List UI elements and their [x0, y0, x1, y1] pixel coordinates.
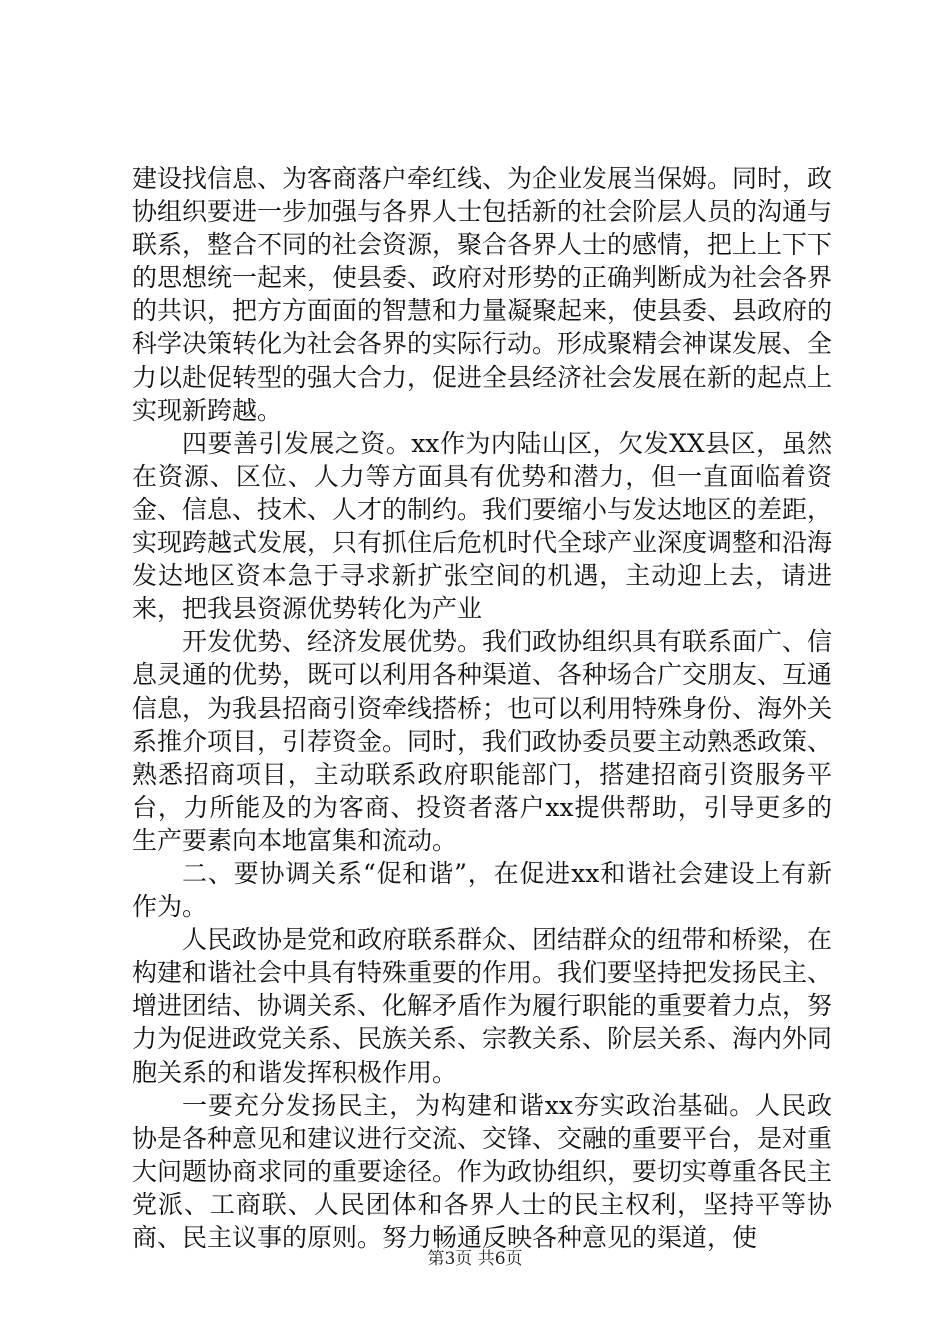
- paragraph-6: 一要充分发扬民主，为构建和谐xx夯实政治基础。人民政协是各种意见和建议进行交流、交锋、交融的重要平台，是对重大问题协商求同的重要途径。作为政协组织，要切实尊重各民主党派、工商联、人民团体和各界人士的民主权利，坚持平等协商、民主议事的原则。努力畅通反映各种意见的渠道，使: [132, 1090, 833, 1252]
- paragraph-5: 人民政协是党和政府联系群众、团结群众的纽带和桥梁，在构建和谐社会中具有特殊重要的作用。我们要坚持把发扬民主、增进团结、协调关系、化解矛盾作为履行职能的重要着力点，努力为促进政党关系、民族关系、宗教关系、阶层关系、海内外同胞关系的和谐发挥积极作用。: [132, 925, 833, 1087]
- section-heading: 二、要协调关系“促和谐”，在促进xx和谐社会建设上有新作为。: [132, 858, 832, 922]
- page-footer: 第3页 共6页: [427, 1249, 523, 1269]
- paragraph-1: 建设找信息、为客商落户牵红线、为企业发展当保姆。同时，政协组织要进一步加强与各界人士包括新的社会阶层人员的沟通与联系，整合不同的社会资源，聚合各界人士的感情，把上上下下的思想统一起来，使县委、政府对形势的正确判断成为社会各界的共识，把方方面面的智慧和力量凝聚起来，使县委、县政府的科学决策转化为社会各界的实际行动。形成聚精会神谋发展、全力以赴促转型的强大合力，促进全县经济社会发展在新的起点上实现新跨越。: [132, 164, 833, 425]
- paragraph-3: 开发优势、经济发展优势。我们政协组织具有联系面广、信息灵通的优势，既可以利用各种渠道、各种场合广交朋友、互通信息，为我县招商引资牵线搭桥；也可以利用特殊身份、海外关系推介项目，引荐资金。同时，我们政协委员要主动熟悉政策、熟悉招商项目，主动联系政府职能部门，搭建招商引资服务平台，力所能及的为客商、投资者落户xx提供帮助，引导更多的生产要素向本地富集和流动。: [132, 627, 833, 855]
- document-body: [132, 162, 832, 1254]
- paragraph-2: 四要善引发展之资。xx作为内陆山区，欠发XX县区，虽然在资源、区位、人力等方面具有优势和潜力，但一直面临着资金、信息、技术、人才的制约。我们要缩小与发达地区的差距，实现跨越式发展，只有抓住后危机时代全球产业深度调整和沿海发达地区资本急于寻求新扩张空间的机遇，主动迎上去，请进来，把我县资源优势转化为产业: [132, 428, 833, 624]
